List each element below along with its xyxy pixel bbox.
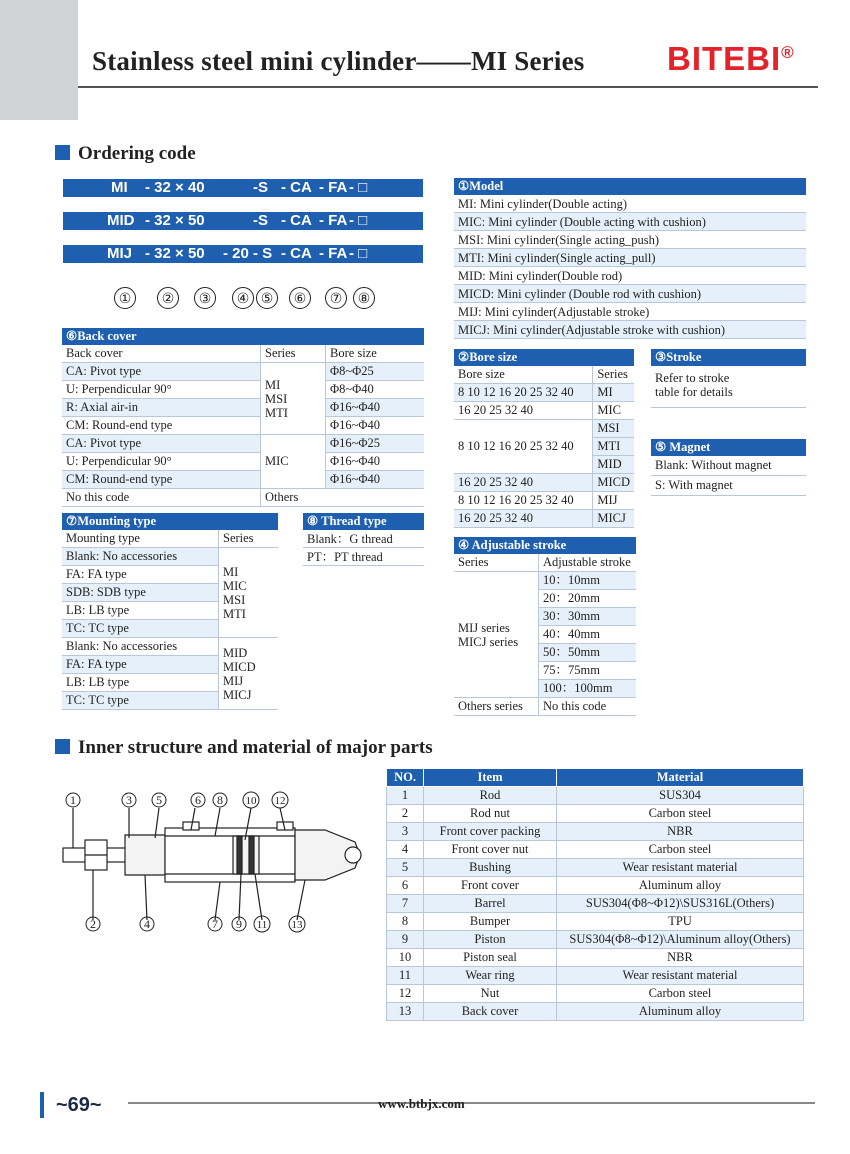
model-item: MICD: Mini cylinder (Double rod with cushion) — [454, 285, 806, 303]
part-label: 1 — [70, 793, 76, 807]
table-cell: TPU — [557, 913, 804, 931]
table-cell: Piston — [424, 931, 557, 949]
table-cell: Bumper — [424, 913, 557, 931]
model-table — [454, 178, 806, 339]
table-cell: TC: TC type — [62, 692, 219, 710]
table-row — [387, 823, 804, 841]
table-cell: TC: TC type — [62, 620, 219, 638]
table-cell: SUS304(Φ8~Φ12)\Aluminum alloy(Others) — [557, 931, 804, 949]
bore-size-table — [454, 349, 634, 528]
table-cell: Carbon steel — [557, 985, 804, 1003]
code-part: - FA — [319, 245, 348, 262]
code-part: -S — [253, 212, 268, 229]
table-cell: CA: Pivot type — [62, 363, 261, 381]
col-header: Material — [557, 769, 804, 787]
part-label: 5 — [156, 793, 162, 807]
table-cell: NBR — [557, 823, 804, 841]
table-cell: R: Axial air-in — [62, 399, 261, 417]
col-header: Item — [424, 769, 557, 787]
table-cell: 1 — [387, 787, 424, 805]
part-label: 2 — [90, 917, 96, 931]
table-cell: U: Perpendicular 90° — [62, 381, 261, 399]
part-label: 12 — [274, 795, 286, 807]
table-cell: Wear resistant material — [557, 967, 804, 985]
table-cell: Front cover — [424, 877, 557, 895]
part-label: 3 — [126, 793, 132, 807]
thread-type-box — [303, 513, 424, 566]
series-cell — [261, 363, 326, 435]
table-cell: Back cover — [424, 1003, 557, 1021]
table-cell: Φ8~Φ40 — [326, 381, 425, 399]
table-cell: Others series — [454, 698, 539, 716]
table-cell: FA: FA type — [62, 566, 219, 584]
series-cell — [454, 572, 539, 698]
col-header: Series — [261, 345, 326, 363]
table-cell: Aluminum alloy — [557, 877, 804, 895]
materials-table — [386, 768, 804, 1021]
table-cell: Blank: No accessories — [62, 638, 219, 656]
series-name: MSI — [223, 592, 246, 607]
table-cell: 100：100mm — [539, 680, 637, 698]
series-name: MIJ series — [458, 620, 510, 635]
callout-5: ⑤ — [256, 287, 278, 309]
model-header: ①Model — [454, 178, 806, 195]
table-cell: CM: Round-end type — [62, 417, 261, 435]
registered-mark: ® — [781, 43, 795, 62]
col-header: Back cover — [62, 345, 261, 363]
brand-logo — [667, 40, 795, 78]
table-cell: Piston seal — [424, 949, 557, 967]
page-title: Stainless steel mini cylinder——MI Series — [92, 46, 585, 76]
table-row — [387, 877, 804, 895]
table-cell: SUS304 — [557, 787, 804, 805]
table-cell: 16 20 25 32 40 — [454, 402, 593, 420]
table-cell: Front cover nut — [424, 841, 557, 859]
table-cell: 40：40mm — [539, 626, 637, 644]
table-cell: Rod — [424, 787, 557, 805]
table-cell: Carbon steel — [557, 805, 804, 823]
code-part: MID — [107, 212, 135, 229]
table-cell: 30：30mm — [539, 608, 637, 626]
table-cell: Carbon steel — [557, 841, 804, 859]
magnet-header: ⑤ Magnet — [651, 439, 806, 456]
table-cell: 8 10 12 16 20 25 32 40 — [454, 420, 593, 474]
table-row — [387, 931, 804, 949]
series-cell — [219, 638, 279, 710]
series-cell: MIC — [261, 435, 326, 489]
adjustable-header: ④ Adjustable stroke — [454, 537, 636, 554]
stroke-box — [651, 349, 806, 408]
table-cell: SDB: SDB type — [62, 584, 219, 602]
table-cell: MICJ — [593, 510, 634, 528]
code-part: - CA — [281, 179, 312, 196]
table-cell: 8 — [387, 913, 424, 931]
code-part: - 32 × 50 — [145, 212, 205, 229]
model-item: MSI: Mini cylinder(Single acting_push) — [454, 231, 806, 249]
table-row — [387, 859, 804, 877]
inner-structure-title: Inner structure and material of major parts — [78, 737, 433, 758]
order-code-bar-mid — [63, 212, 423, 230]
table-cell: No this code — [62, 489, 261, 507]
adjustable-stroke-table — [454, 537, 636, 716]
table-cell: Nut — [424, 985, 557, 1003]
series-name: MI — [265, 377, 281, 392]
col-header: Bore size — [326, 345, 425, 363]
callout-6: ⑥ — [289, 287, 311, 309]
table-cell: 2 — [387, 805, 424, 823]
code-part: - □ — [349, 245, 368, 262]
code-part: - S — [253, 245, 273, 262]
stroke-text: table for details — [655, 385, 733, 399]
back-cover-header: ⑥Back cover — [62, 328, 424, 345]
table-cell: MICD — [593, 474, 634, 492]
table-cell: Φ16~Φ40 — [326, 453, 425, 471]
thread-header: ⑧ Thread type — [303, 513, 424, 530]
table-row — [387, 1003, 804, 1021]
table-cell: Rod nut — [424, 805, 557, 823]
table-row — [387, 841, 804, 859]
col-header: Series — [593, 366, 634, 384]
ordering-code-heading — [55, 143, 196, 165]
thread-item: Blank：G thread — [303, 530, 424, 548]
callout-8: ⑧ — [353, 287, 375, 309]
code-part: MIJ — [107, 245, 133, 262]
table-cell: 6 — [387, 877, 424, 895]
mounting-type-table — [62, 513, 278, 710]
col-header: Series — [454, 554, 539, 572]
series-name: MSI — [265, 391, 288, 406]
mounting-header: ⑦Mounting type — [62, 513, 278, 530]
table-row — [387, 787, 804, 805]
table-cell: Blank: No accessories — [62, 548, 219, 566]
model-item: MIC: Mini cylinder (Double acting with cushion) — [454, 213, 806, 231]
part-label: 7 — [212, 917, 218, 931]
col-header: Mounting type — [62, 530, 219, 548]
part-label: 9 — [236, 917, 242, 931]
table-cell: No this code — [539, 698, 637, 716]
table-cell: 8 10 12 16 20 25 32 40 — [454, 492, 593, 510]
col-header: NO. — [387, 769, 424, 787]
table-cell: 13 — [387, 1003, 424, 1021]
model-item: MIJ: Mini cylinder(Adjustable stroke) — [454, 303, 806, 321]
callout-7: ⑦ — [325, 287, 347, 309]
table-cell: Aluminum alloy — [557, 1003, 804, 1021]
table-cell: MI — [593, 384, 634, 402]
cylinder-cross-section-drawing — [55, 780, 375, 940]
table-row — [387, 985, 804, 1003]
series-name: MTI — [265, 405, 288, 420]
model-item: MICJ: Mini cylinder(Adjustable stroke with cushion) — [454, 321, 806, 339]
table-cell: U: Perpendicular 90° — [62, 453, 261, 471]
series-cell — [219, 548, 279, 638]
series-cell: Others — [261, 489, 425, 507]
website-url: www.btbjx.com — [378, 1096, 465, 1111]
series-name: MID — [223, 645, 248, 660]
series-name: MTI — [223, 606, 246, 621]
table-cell: Bushing — [424, 859, 557, 877]
magnet-item: S: With magnet — [651, 476, 806, 496]
table-cell: 75：75mm — [539, 662, 637, 680]
model-item: MID: Mini cylinder(Double rod) — [454, 267, 806, 285]
stroke-text: Refer to stroke — [655, 371, 730, 385]
series-name: MICJ — [223, 687, 252, 702]
code-part: - □ — [349, 212, 368, 229]
table-cell: Φ16~Φ40 — [326, 417, 425, 435]
header-gray-strip — [0, 0, 78, 120]
table-cell: 16 20 25 32 40 — [454, 510, 593, 528]
table-cell: 50：50mm — [539, 644, 637, 662]
code-part: - 32 × 50 — [145, 245, 205, 262]
callout-4: ④ — [232, 287, 254, 309]
table-cell: MSI — [593, 420, 634, 438]
table-cell: 7 — [387, 895, 424, 913]
ordering-code-title: Ordering code — [78, 143, 196, 164]
callout-1: ① — [114, 287, 136, 309]
series-name: MICD — [223, 659, 256, 674]
table-cell: 3 — [387, 823, 424, 841]
back-cover-table — [62, 328, 424, 507]
table-cell: LB: LB type — [62, 602, 219, 620]
table-cell: 10：10mm — [539, 572, 637, 590]
table-row — [387, 913, 804, 931]
callout-3: ③ — [194, 287, 216, 309]
series-name: MIJ — [223, 673, 244, 688]
order-code-bar-mij — [63, 245, 423, 263]
table-cell: FA: FA type — [62, 656, 219, 674]
series-name: MIC — [223, 578, 247, 593]
part-label: 4 — [144, 917, 150, 931]
page-number: ~69~ — [40, 1092, 128, 1118]
code-part: - CA — [281, 212, 312, 229]
table-cell: MTI — [593, 438, 634, 456]
table-cell: MID — [593, 456, 634, 474]
table-row — [387, 895, 804, 913]
code-part: - FA — [319, 212, 348, 229]
table-cell: MIJ — [593, 492, 634, 510]
table-cell: 9 — [387, 931, 424, 949]
magnet-item: Blank: Without magnet — [651, 456, 806, 476]
series-name: MI — [223, 564, 239, 579]
square-bullet-icon — [55, 739, 70, 754]
table-cell: Wear resistant material — [557, 859, 804, 877]
inner-structure-heading — [55, 737, 433, 759]
magnet-box — [651, 439, 806, 496]
code-part: - CA — [281, 245, 312, 262]
table-cell: 11 — [387, 967, 424, 985]
col-header: Adjustable stroke — [539, 554, 637, 572]
code-part: - 32 × 40 — [145, 179, 205, 196]
code-part: - FA — [319, 179, 348, 196]
table-cell: 16 20 25 32 40 — [454, 474, 593, 492]
thread-item: PT：PT thread — [303, 548, 424, 566]
table-cell: MIC — [593, 402, 634, 420]
table-row — [387, 949, 804, 967]
col-header: Series — [219, 530, 279, 548]
part-label: 6 — [195, 793, 201, 807]
table-cell: SUS304(Φ8~Φ12)\SUS316L(Others) — [557, 895, 804, 913]
table-cell: 4 — [387, 841, 424, 859]
table-cell: Barrel — [424, 895, 557, 913]
table-cell: Φ16~Φ25 — [326, 435, 425, 453]
col-header: Bore size — [454, 366, 593, 384]
table-cell: CA: Pivot type — [62, 435, 261, 453]
table-cell: CM: Round-end type — [62, 471, 261, 489]
code-part: - 20 — [223, 245, 249, 262]
code-part: -S — [253, 179, 268, 196]
table-cell: Φ16~Φ40 — [326, 471, 425, 489]
order-code-bar-mi — [63, 179, 423, 197]
part-label: 10 — [245, 795, 257, 807]
square-bullet-icon — [55, 145, 70, 160]
table-cell: Φ16~Φ40 — [326, 399, 425, 417]
stroke-header: ③Stroke — [651, 349, 806, 366]
brand-name: BITEBI — [667, 40, 782, 77]
table-cell: 10 — [387, 949, 424, 967]
part-label: 8 — [217, 793, 223, 807]
table-cell: LB: LB type — [62, 674, 219, 692]
table-cell: 12 — [387, 985, 424, 1003]
table-cell: NBR — [557, 949, 804, 967]
header-rule — [78, 86, 818, 88]
part-label: 13 — [291, 919, 303, 931]
table-cell: Φ8~Φ25 — [326, 363, 425, 381]
table-row — [387, 805, 804, 823]
table-cell: Front cover packing — [424, 823, 557, 841]
table-cell: 20：20mm — [539, 590, 637, 608]
part-label: 11 — [256, 919, 268, 931]
table-cell: Wear ring — [424, 967, 557, 985]
bore-size-header: ②Bore size — [454, 349, 634, 366]
model-item: MTI: Mini cylinder(Single acting_pull) — [454, 249, 806, 267]
model-item: MI: Mini cylinder(Double acting) — [454, 195, 806, 213]
table-cell: 5 — [387, 859, 424, 877]
table-row — [387, 967, 804, 985]
series-name: MICJ series — [458, 634, 519, 649]
code-part: - □ — [349, 179, 368, 196]
callout-2: ② — [157, 287, 179, 309]
code-part: MI — [111, 179, 128, 196]
table-cell: 8 10 12 16 20 25 32 40 — [454, 384, 593, 402]
